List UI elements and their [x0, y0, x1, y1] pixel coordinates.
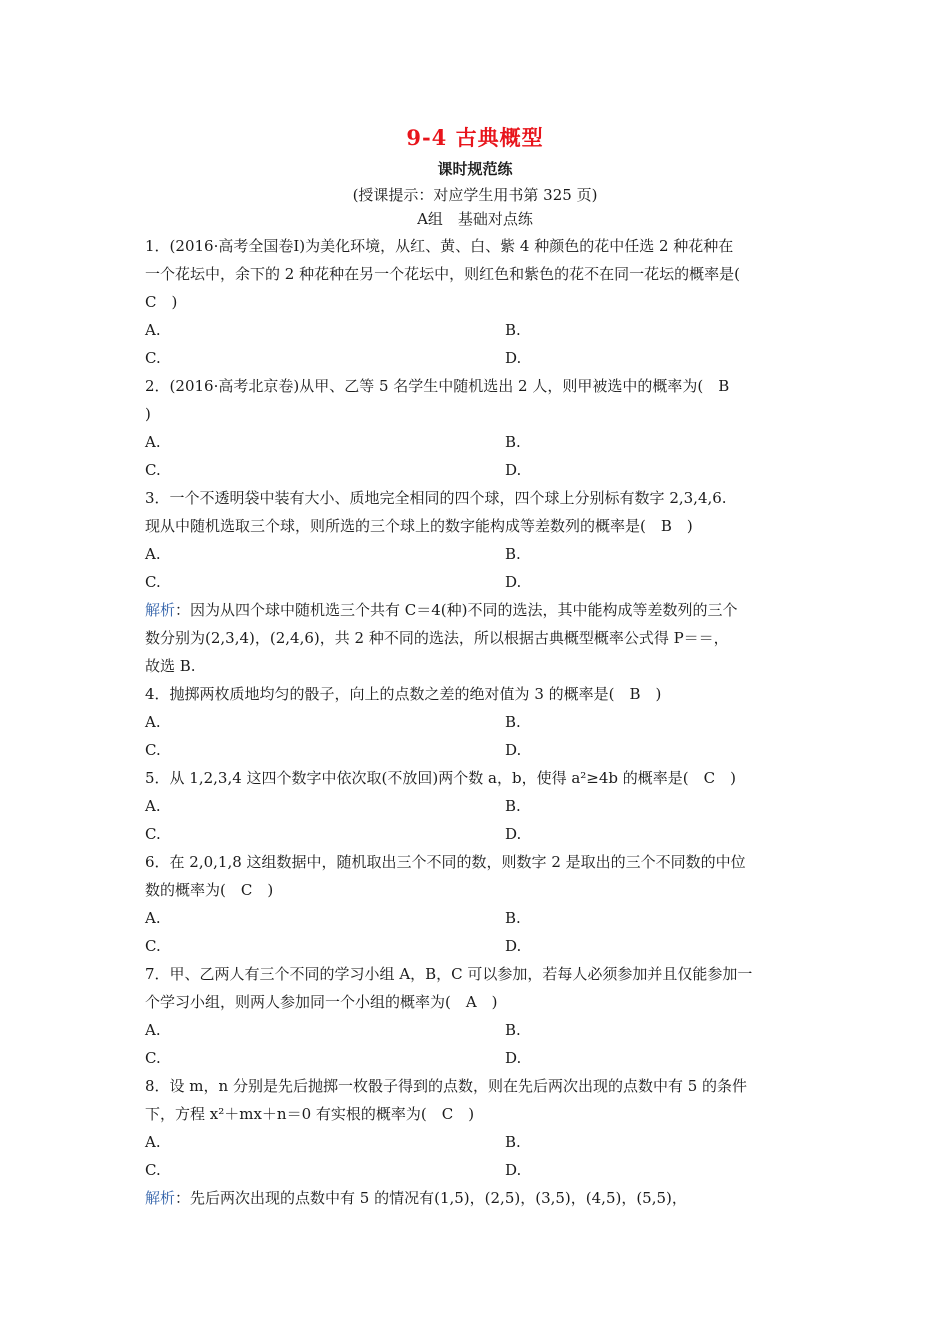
page-subtitle: 课时规范练 — [437, 160, 513, 178]
option-b: B. — [505, 1021, 521, 1039]
question-text: 2．(2016·高考北京卷)从甲、乙等 5 名学生中随机选出 2 人，则甲被选中的概率为( B — [145, 377, 730, 395]
option-d: D. — [505, 741, 522, 759]
question-3 — [145, 484, 810, 680]
option-a: A. — [145, 1133, 161, 1151]
solution-text: 故选 B. — [145, 657, 196, 675]
options-row — [145, 1044, 810, 1072]
options-row — [145, 540, 810, 568]
question-text: 6．在 2,0,1,8 这组数据中，随机取出三个不同的数，则数字 2 是取出的三个不同数的中位 — [145, 853, 746, 871]
option-a: A. — [145, 909, 161, 927]
options-row — [145, 456, 810, 484]
option-a: A. — [145, 433, 161, 451]
options-row — [145, 736, 810, 764]
question-text: 现从中随机选取三个球，则所选的三个球上的数字能构成等差数列的概率是( B ) — [145, 517, 693, 535]
question-7 — [145, 960, 810, 1072]
options-row — [145, 344, 810, 372]
options-row — [145, 932, 810, 960]
options-row — [145, 904, 810, 932]
question-text: 下，方程 x²＋mx＋n＝0 有实根的概率为( C ) — [145, 1105, 475, 1123]
solution-body: ：先后两次出现的点数中有 5 的情况有(1,5)，(2,5)，(3,5)，(4,5)，(5,5)， — [175, 1189, 687, 1207]
solution-body: ：因为从四个球中随机选三个共有 C＝4(种)不同的选法，其中能构成等差数列的三个 — [175, 601, 738, 619]
question-text: 1．(2016·高考全国卷Ⅰ)为美化环境，从红、黄、白、紫 4 种颜色的花中任选 2 种花种在 — [145, 237, 734, 255]
options-row — [145, 316, 810, 344]
question-6 — [145, 848, 810, 960]
question-4 — [145, 680, 810, 764]
option-d: D. — [505, 349, 522, 367]
question-1 — [145, 232, 810, 372]
option-c: C. — [145, 825, 161, 843]
question-list — [145, 232, 810, 1212]
question-text: 4．抛掷两枚质地均匀的骰子，向上的点数之差的绝对值为 3 的概率是( B ) — [145, 685, 662, 703]
option-b: B. — [505, 545, 521, 563]
option-b: B. — [505, 713, 521, 731]
options-row — [145, 708, 810, 736]
option-c: C. — [145, 1049, 161, 1067]
solution-label: 解析 — [145, 601, 176, 619]
option-c: C. — [145, 937, 161, 955]
options-row — [145, 820, 810, 848]
solution-text: 数分别为(2,3,4)，(2,4,6)，共 2 种不同的选法，所以根据古典概型概率公式得 P＝＝， — [145, 629, 729, 647]
option-b: B. — [505, 1133, 521, 1151]
question-text: 个学习小组，则两人参加同一个小组的概率为( A ) — [145, 993, 498, 1011]
option-d: D. — [505, 1049, 522, 1067]
solution-text — [145, 1184, 810, 1212]
textbook-hint: (授课提示：对应学生用书第 325 页) — [352, 186, 598, 204]
question-text: 数的概率为( C ) — [145, 881, 274, 899]
page-title: 9-4 古典概型 — [406, 125, 544, 150]
option-b: B. — [505, 797, 521, 815]
option-d: D. — [505, 1161, 522, 1179]
options-row — [145, 1156, 810, 1184]
option-a: A. — [145, 545, 161, 563]
option-a: A. — [145, 797, 161, 815]
solution-text — [145, 596, 810, 624]
option-d: D. — [505, 573, 522, 591]
options-row — [145, 1016, 810, 1044]
question-2 — [145, 372, 810, 484]
question-text: 8．设 m，n 分别是先后抛掷一枚骰子得到的点数，则在先后两次出现的点数中有 5 的条件 — [145, 1077, 748, 1095]
group-heading: A组 基础对点练 — [417, 210, 533, 228]
question-text: 7．甲、乙两人有三个不同的学习小组 A，B，C 可以参加，若每人必须参加并且仅能参加一 — [145, 965, 753, 983]
option-c: C. — [145, 349, 161, 367]
question-answer: C ) — [145, 293, 178, 311]
options-row — [145, 568, 810, 596]
options-row — [145, 428, 810, 456]
option-d: D. — [505, 937, 522, 955]
question-5 — [145, 764, 810, 848]
question-text: ) — [145, 405, 151, 423]
options-row — [145, 1128, 810, 1156]
option-a: A. — [145, 321, 161, 339]
option-b: B. — [505, 321, 521, 339]
option-a: A. — [145, 713, 161, 731]
option-a: A. — [145, 1021, 161, 1039]
question-8 — [145, 1072, 810, 1212]
option-c: C. — [145, 461, 161, 479]
question-text: 5．从 1,2,3,4 这四个数字中依次取(不放回)两个数 a，b，使得 a²≥4b 的概率是( C ) — [145, 769, 736, 787]
solution-label: 解析 — [145, 1189, 176, 1207]
option-c: C. — [145, 741, 161, 759]
option-c: C. — [145, 573, 161, 591]
options-row — [145, 792, 810, 820]
option-b: B. — [505, 433, 521, 451]
option-d: D. — [505, 825, 522, 843]
option-c: C. — [145, 1161, 161, 1179]
option-d: D. — [505, 461, 522, 479]
question-text: 3．一个不透明袋中装有大小、质地完全相同的四个球，四个球上分别标有数字 2,3,4,6. — [145, 489, 727, 507]
option-b: B. — [505, 909, 521, 927]
question-text: 一个花坛中，余下的 2 种花种在另一个花坛中，则红色和紫色的花不在同一花坛的概率是( — [145, 265, 740, 283]
